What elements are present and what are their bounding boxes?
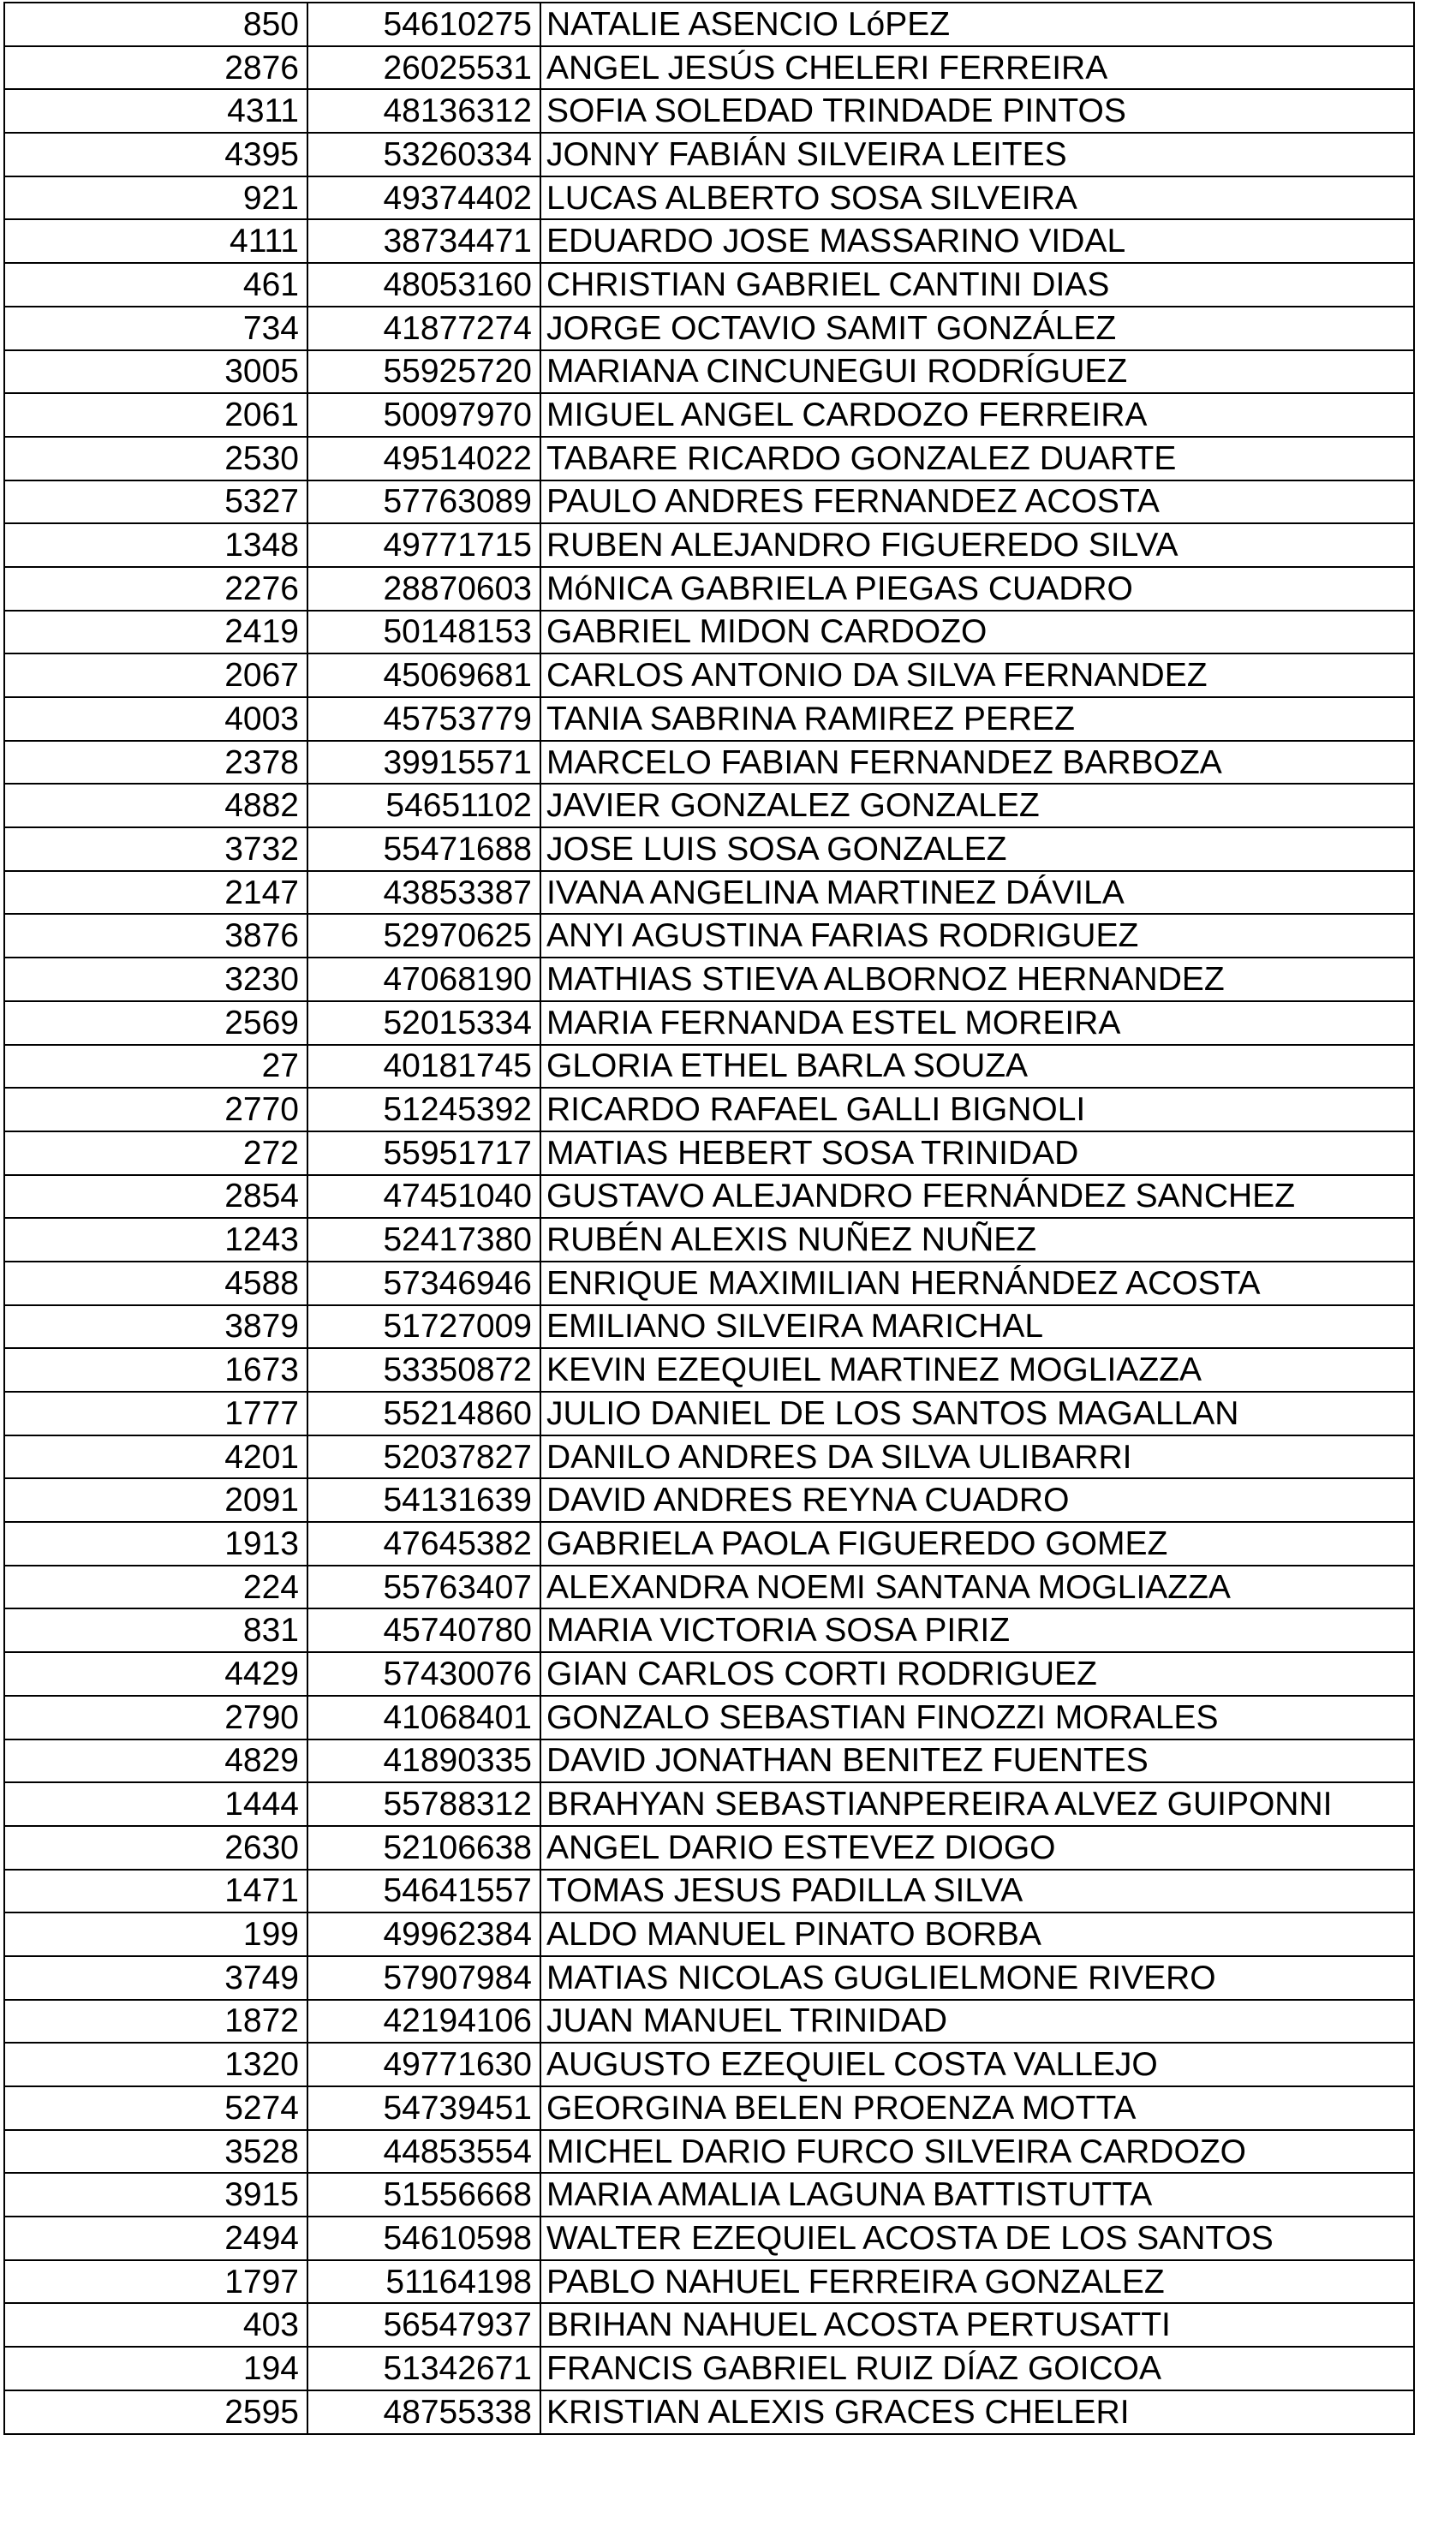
table-row [4, 2173, 1414, 2217]
row-number-cell: 403 [4, 2303, 307, 2347]
full-name-cell: BRIHAN NAHUEL ACOSTA PERTUSATTI [540, 2303, 1414, 2347]
document-id-cell: 45069681 [307, 653, 540, 697]
document-id-cell: 54131639 [307, 1478, 540, 1522]
table-row [4, 653, 1414, 697]
full-name-cell: GONZALO SEBASTIAN FINOZZI MORALES [540, 1696, 1414, 1739]
table-row [4, 2217, 1414, 2260]
table-row [4, 1739, 1414, 1783]
document-id-cell: 42194106 [307, 2000, 540, 2044]
table-row [4, 697, 1414, 741]
table-row [4, 1305, 1414, 1349]
document-id-cell: 55925720 [307, 350, 540, 394]
table-row [4, 1782, 1414, 1826]
document-id-cell: 49962384 [307, 1912, 540, 1956]
document-id-cell: 49771715 [307, 523, 540, 567]
document-id-cell: 52037827 [307, 1435, 540, 1479]
row-number-cell: 199 [4, 1912, 307, 1956]
full-name-cell: MARIA FERNANDA ESTEL MOREIRA [540, 1001, 1414, 1045]
document-id-cell: 55471688 [307, 827, 540, 871]
document-id-cell: 50097970 [307, 393, 540, 437]
document-id-cell: 43853387 [307, 871, 540, 915]
table-row [4, 1912, 1414, 1956]
row-number-cell: 2147 [4, 871, 307, 915]
row-number-cell: 4003 [4, 697, 307, 741]
full-name-cell: MARIA VICTORIA SOSA PIRIZ [540, 1608, 1414, 1652]
document-id-cell: 47451040 [307, 1175, 540, 1219]
document-id-cell: 26025531 [307, 46, 540, 90]
document-id-cell: 49514022 [307, 437, 540, 480]
full-name-cell: MATHIAS STIEVA ALBORNOZ HERNANDEZ [540, 958, 1414, 1001]
table-row [4, 1175, 1414, 1219]
document-id-cell: 55951717 [307, 1131, 540, 1175]
full-name-cell: KRISTIAN ALEXIS GRACES CHELERI [540, 2390, 1414, 2434]
full-name-cell: SOFIA SOLEDAD TRINDADE PINTOS [540, 89, 1414, 133]
table-row [4, 3, 1414, 46]
table-row [4, 176, 1414, 220]
full-name-cell: JONNY FABIÁN SILVEIRA LEITES [540, 133, 1414, 176]
row-number-cell: 461 [4, 263, 307, 307]
full-name-cell: ANYI AGUSTINA FARIAS RODRIGUEZ [540, 914, 1414, 958]
table-row [4, 1652, 1414, 1696]
full-name-cell: MARCELO FABIAN FERNANDEZ BARBOZA [540, 741, 1414, 785]
row-number-cell: 2378 [4, 741, 307, 785]
table-row [4, 567, 1414, 611]
document-id-cell: 51245392 [307, 1088, 540, 1131]
full-name-cell: DAVID ANDRES REYNA CUADRO [540, 1478, 1414, 1522]
table-row [4, 1826, 1414, 1870]
row-number-cell: 272 [4, 1131, 307, 1175]
table-row [4, 1262, 1414, 1305]
document-id-cell: 52417380 [307, 1218, 540, 1262]
document-id-cell: 51164198 [307, 2260, 540, 2304]
table-row [4, 1001, 1414, 1045]
table-row [4, 958, 1414, 1001]
full-name-cell: DANILO ANDRES DA SILVA ULIBARRI [540, 1435, 1414, 1479]
table-row [4, 1348, 1414, 1392]
row-number-cell: 2770 [4, 1088, 307, 1131]
full-name-cell: DAVID JONATHAN BENITEZ FUENTES [540, 1739, 1414, 1783]
document-id-cell: 55788312 [307, 1782, 540, 1826]
table-row [4, 1956, 1414, 2000]
full-name-cell: MICHEL DARIO FURCO SILVEIRA CARDOZO [540, 2130, 1414, 2174]
document-id-cell: 49374402 [307, 176, 540, 220]
full-name-cell: MATIAS NICOLAS GUGLIELMONE RIVERO [540, 1956, 1414, 2000]
table-row [4, 784, 1414, 827]
full-name-cell: EMILIANO SILVEIRA MARICHAL [540, 1305, 1414, 1349]
table-row [4, 1566, 1414, 1609]
full-name-cell: GUSTAVO ALEJANDRO FERNÁNDEZ SANCHEZ [540, 1175, 1414, 1219]
document-id-cell: 54610275 [307, 3, 540, 46]
full-name-cell: CHRISTIAN GABRIEL CANTINI DIAS [540, 263, 1414, 307]
row-number-cell: 2276 [4, 567, 307, 611]
full-name-cell: MIGUEL ANGEL CARDOZO FERREIRA [540, 393, 1414, 437]
table-row [4, 1522, 1414, 1566]
document-id-cell: 53260334 [307, 133, 540, 176]
full-name-cell: ENRIQUE MAXIMILIAN HERNÁNDEZ ACOSTA [540, 1262, 1414, 1305]
document-id-cell: 47645382 [307, 1522, 540, 1566]
full-name-cell: JAVIER GONZALEZ GONZALEZ [540, 784, 1414, 827]
table-row [4, 914, 1414, 958]
row-number-cell: 921 [4, 176, 307, 220]
full-name-cell: RUBÉN ALEXIS NUÑEZ NUÑEZ [540, 1218, 1414, 1262]
full-name-cell: JUAN MANUEL TRINIDAD [540, 2000, 1414, 2044]
document-id-cell: 56547937 [307, 2303, 540, 2347]
roster-table-body [4, 3, 1414, 2434]
table-row [4, 89, 1414, 133]
full-name-cell: RUBEN ALEJANDRO FIGUEREDO SILVA [540, 523, 1414, 567]
full-name-cell: GEORGINA BELEN PROENZA MOTTA [540, 2086, 1414, 2130]
document-id-cell: 50148153 [307, 611, 540, 654]
row-number-cell: 5274 [4, 2086, 307, 2130]
row-number-cell: 4311 [4, 89, 307, 133]
table-row [4, 437, 1414, 480]
row-number-cell: 3005 [4, 350, 307, 394]
document-id-cell: 38734471 [307, 219, 540, 263]
row-number-cell: 1243 [4, 1218, 307, 1262]
table-row [4, 307, 1414, 350]
table-row [4, 393, 1414, 437]
table-row [4, 350, 1414, 394]
table-row [4, 2303, 1414, 2347]
table-row [4, 2260, 1414, 2304]
full-name-cell: MóNICA GABRIELA PIEGAS CUADRO [540, 567, 1414, 611]
document-id-cell: 51727009 [307, 1305, 540, 1349]
document-id-cell: 52015334 [307, 1001, 540, 1045]
row-number-cell: 4829 [4, 1739, 307, 1783]
table-row [4, 2043, 1414, 2086]
row-number-cell: 1348 [4, 523, 307, 567]
document-id-cell: 39915571 [307, 741, 540, 785]
document-id-cell: 51342671 [307, 2347, 540, 2390]
row-number-cell: 3749 [4, 1956, 307, 2000]
row-number-cell: 2067 [4, 653, 307, 697]
row-number-cell: 3528 [4, 2130, 307, 2174]
full-name-cell: PAULO ANDRES FERNANDEZ ACOSTA [540, 480, 1414, 524]
full-name-cell: AUGUSTO EZEQUIEL COSTA VALLEJO [540, 2043, 1414, 2086]
row-number-cell: 2790 [4, 1696, 307, 1739]
full-name-cell: WALTER EZEQUIEL ACOSTA DE LOS SANTOS [540, 2217, 1414, 2260]
full-name-cell: TANIA SABRINA RAMIREZ PEREZ [540, 697, 1414, 741]
table-row [4, 2130, 1414, 2174]
row-number-cell: 3879 [4, 1305, 307, 1349]
table-row [4, 2390, 1414, 2434]
table-row [4, 1478, 1414, 1522]
full-name-cell: LUCAS ALBERTO SOSA SILVEIRA [540, 176, 1414, 220]
full-name-cell: MARIANA CINCUNEGUI RODRÍGUEZ [540, 350, 1414, 394]
full-name-cell: ANGEL JESÚS CHELERI FERREIRA [540, 46, 1414, 90]
row-number-cell: 1777 [4, 1392, 307, 1435]
document-id-cell: 48053160 [307, 263, 540, 307]
table-row [4, 133, 1414, 176]
full-name-cell: JOSE LUIS SOSA GONZALEZ [540, 827, 1414, 871]
row-number-cell: 3876 [4, 914, 307, 958]
row-number-cell: 850 [4, 3, 307, 46]
document-id-cell: 41877274 [307, 307, 540, 350]
table-row [4, 219, 1414, 263]
row-number-cell: 4882 [4, 784, 307, 827]
row-number-cell: 3732 [4, 827, 307, 871]
table-row [4, 2086, 1414, 2130]
table-row [4, 741, 1414, 785]
document-id-cell: 57907984 [307, 1956, 540, 2000]
document-id-cell: 53350872 [307, 1348, 540, 1392]
row-number-cell: 4201 [4, 1435, 307, 1479]
table-row [4, 480, 1414, 524]
document-id-cell: 57763089 [307, 480, 540, 524]
row-number-cell: 224 [4, 1566, 307, 1609]
document-id-cell: 45753779 [307, 697, 540, 741]
full-name-cell: MATIAS HEBERT SOSA TRINIDAD [540, 1131, 1414, 1175]
document-id-cell: 55214860 [307, 1392, 540, 1435]
full-name-cell: FRANCIS GABRIEL RUIZ DÍAZ GOICOA [540, 2347, 1414, 2390]
document-id-cell: 54610598 [307, 2217, 540, 2260]
full-name-cell: NATALIE ASENCIO LóPEZ [540, 3, 1414, 46]
full-name-cell: IVANA ANGELINA MARTINEZ DÁVILA [540, 871, 1414, 915]
row-number-cell: 2061 [4, 393, 307, 437]
full-name-cell: GABRIEL MIDON CARDOZO [540, 611, 1414, 654]
row-number-cell: 5327 [4, 480, 307, 524]
full-name-cell: EDUARDO JOSE MASSARINO VIDAL [540, 219, 1414, 263]
row-number-cell: 4111 [4, 219, 307, 263]
row-number-cell: 1913 [4, 1522, 307, 1566]
row-number-cell: 2419 [4, 611, 307, 654]
row-number-cell: 1673 [4, 1348, 307, 1392]
table-row [4, 827, 1414, 871]
row-number-cell: 1320 [4, 2043, 307, 2086]
row-number-cell: 4395 [4, 133, 307, 176]
row-number-cell: 3230 [4, 958, 307, 1001]
row-number-cell: 1797 [4, 2260, 307, 2304]
row-number-cell: 2569 [4, 1001, 307, 1045]
document-id-cell: 52970625 [307, 914, 540, 958]
table-row [4, 871, 1414, 915]
table-row [4, 1045, 1414, 1089]
full-name-cell: TABARE RICARDO GONZALEZ DUARTE [540, 437, 1414, 480]
row-number-cell: 1471 [4, 1870, 307, 1913]
full-name-cell: BRAHYAN SEBASTIANPEREIRA ALVEZ GUIPONNI [540, 1782, 1414, 1826]
row-number-cell: 1872 [4, 2000, 307, 2044]
document-id-cell: 51556668 [307, 2173, 540, 2217]
document-id-cell: 57346946 [307, 1262, 540, 1305]
table-row [4, 1218, 1414, 1262]
document-id-cell: 54739451 [307, 2086, 540, 2130]
full-name-cell: PABLO NAHUEL FERREIRA GONZALEZ [540, 2260, 1414, 2304]
document-id-cell: 41068401 [307, 1696, 540, 1739]
row-number-cell: 27 [4, 1045, 307, 1089]
document-id-cell: 57430076 [307, 1652, 540, 1696]
table-row [4, 1392, 1414, 1435]
full-name-cell: GIAN CARLOS CORTI RODRIGUEZ [540, 1652, 1414, 1696]
table-row [4, 1088, 1414, 1131]
document-id-cell: 55763407 [307, 1566, 540, 1609]
row-number-cell: 831 [4, 1608, 307, 1652]
full-name-cell: TOMAS JESUS PADILLA SILVA [540, 1870, 1414, 1913]
document-id-cell: 45740780 [307, 1608, 540, 1652]
table-row [4, 1608, 1414, 1652]
full-name-cell: KEVIN EZEQUIEL MARTINEZ MOGLIAZZA [540, 1348, 1414, 1392]
document-id-cell: 48755338 [307, 2390, 540, 2434]
row-number-cell: 2595 [4, 2390, 307, 2434]
document-id-cell: 48136312 [307, 89, 540, 133]
table-row [4, 1696, 1414, 1739]
table-row [4, 611, 1414, 654]
row-number-cell: 4588 [4, 1262, 307, 1305]
document-id-cell: 40181745 [307, 1045, 540, 1089]
full-name-cell: GLORIA ETHEL BARLA SOUZA [540, 1045, 1414, 1089]
document-id-cell: 49771630 [307, 2043, 540, 2086]
full-name-cell: ALDO MANUEL PINATO BORBA [540, 1912, 1414, 1956]
row-number-cell: 1444 [4, 1782, 307, 1826]
row-number-cell: 4429 [4, 1652, 307, 1696]
row-number-cell: 2876 [4, 46, 307, 90]
row-number-cell: 734 [4, 307, 307, 350]
table-row [4, 263, 1414, 307]
document-id-cell: 54641557 [307, 1870, 540, 1913]
table-row [4, 2347, 1414, 2390]
full-name-cell: GABRIELA PAOLA FIGUEREDO GOMEZ [540, 1522, 1414, 1566]
full-name-cell: RICARDO RAFAEL GALLI BIGNOLI [540, 1088, 1414, 1131]
full-name-cell: CARLOS ANTONIO DA SILVA FERNANDEZ [540, 653, 1414, 697]
table-row [4, 523, 1414, 567]
table-row [4, 1870, 1414, 1913]
roster-table [3, 2, 1415, 2435]
table-row [4, 1435, 1414, 1479]
table-row [4, 2000, 1414, 2044]
row-number-cell: 3915 [4, 2173, 307, 2217]
row-number-cell: 2530 [4, 437, 307, 480]
row-number-cell: 2091 [4, 1478, 307, 1522]
full-name-cell: JORGE OCTAVIO SAMIT GONZÁLEZ [540, 307, 1414, 350]
table-row [4, 1131, 1414, 1175]
full-name-cell: ANGEL DARIO ESTEVEZ DIOGO [540, 1826, 1414, 1870]
document-id-cell: 28870603 [307, 567, 540, 611]
row-number-cell: 2494 [4, 2217, 307, 2260]
document-id-cell: 54651102 [307, 784, 540, 827]
row-number-cell: 2854 [4, 1175, 307, 1219]
row-number-cell: 2630 [4, 1826, 307, 1870]
full-name-cell: MARIA AMALIA LAGUNA BATTISTUTTA [540, 2173, 1414, 2217]
full-name-cell: ALEXANDRA NOEMI SANTANA MOGLIAZZA [540, 1566, 1414, 1609]
document-id-cell: 41890335 [307, 1739, 540, 1783]
row-number-cell: 194 [4, 2347, 307, 2390]
document-id-cell: 47068190 [307, 958, 540, 1001]
table-row [4, 46, 1414, 90]
full-name-cell: JULIO DANIEL DE LOS SANTOS MAGALLAN [540, 1392, 1414, 1435]
document-id-cell: 44853554 [307, 2130, 540, 2174]
document-id-cell: 52106638 [307, 1826, 540, 1870]
